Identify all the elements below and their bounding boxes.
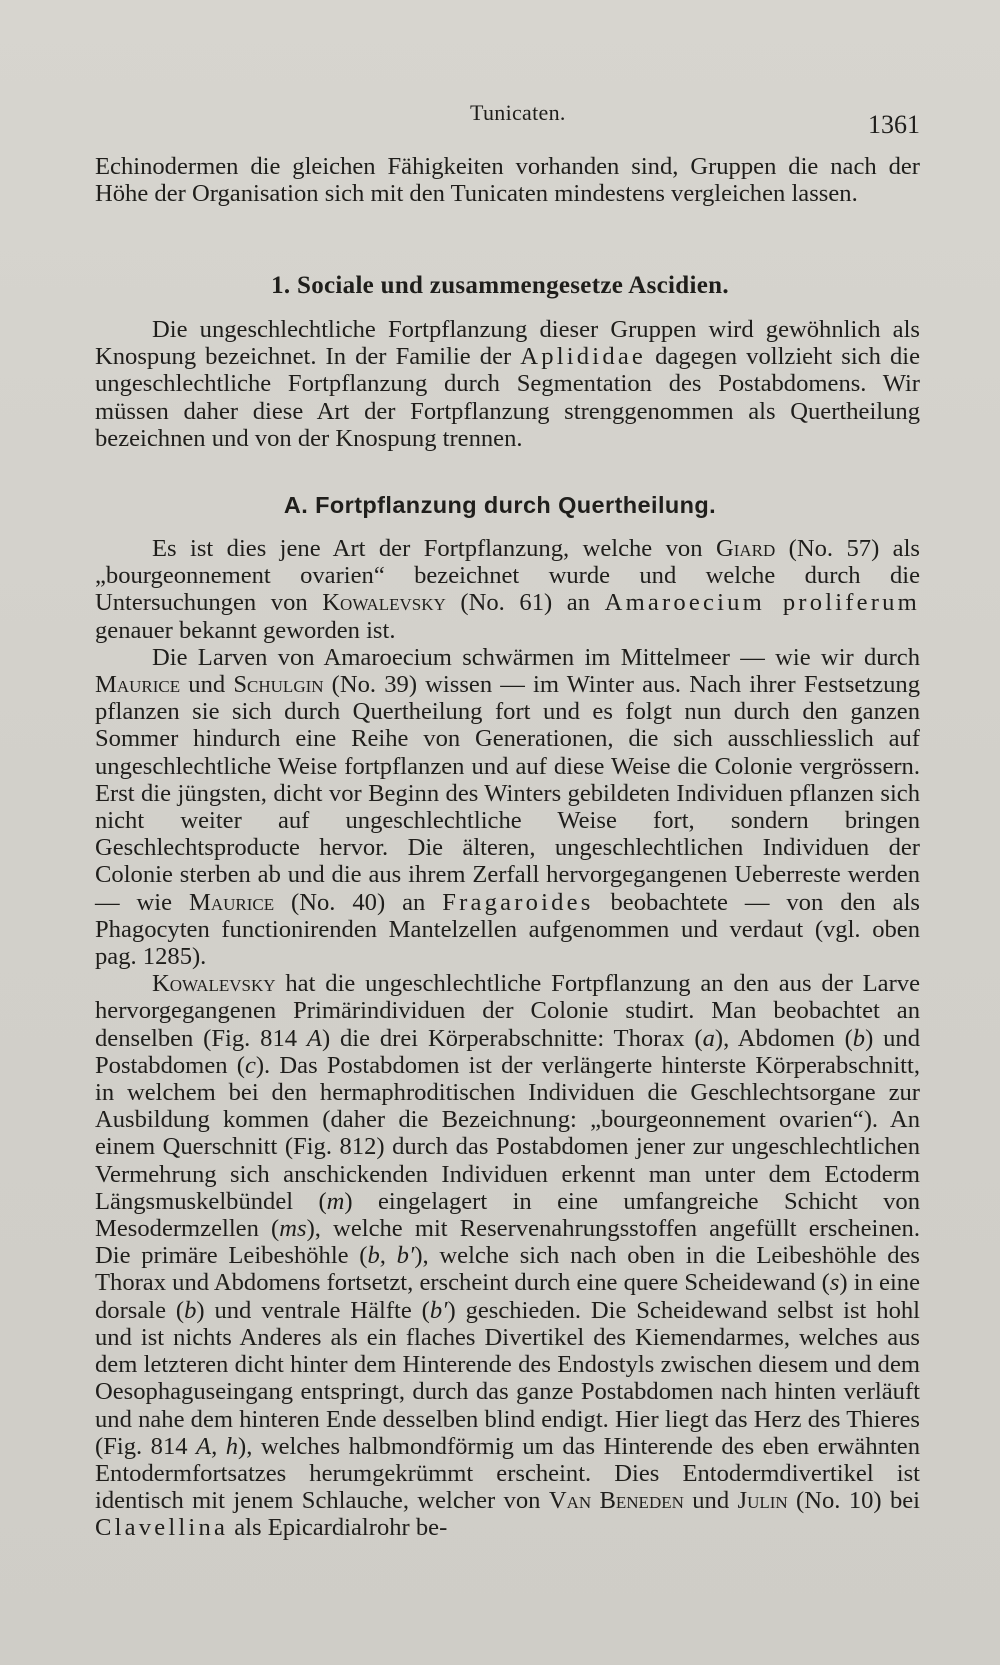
text-run: ) geschieden. Die Scheidewand selbst ist hohl und ist nichts Anderes als ein flaches Divertikel des Kiemendarmes, welches aus dem letzteren dicht hinter dem Hinterende des Endostyls zwischen diesem und dem Oesophaguseingang entspringt, durch das ganze Postabdomen nach hinten verläuft und nahe dem hinteren Ende desselben blind endigt. Hier liegt das Herz des Thieres (Fig. 814 (95, 1296, 920, 1460)
taxon-name: Clavellina (95, 1514, 229, 1542)
text-run: ) die drei Körperabschnitte: Thorax ( (321, 1024, 703, 1052)
intro-text: Echinodermen die gleichen Fähigkeiten vorhanden sind, Gruppen die nach der Höhe der Organisation sich mit den Tunicaten mindestens vergleichen lassen. (95, 153, 920, 208)
text-run: (No. 40) an (274, 888, 443, 916)
author-name: Maurice (188, 888, 275, 916)
intro-paragraph (95, 153, 920, 207)
text-run: beobachtete — von den als Phagocyten functionirenden Mantelzellen aufgenommen und verdaut (vgl. oben pag. 1285). (95, 888, 920, 971)
text-run: Die Larven von Amaroecium schwärmen im Mittelmeer — wie wir durch (152, 643, 920, 671)
text-run: ) und ventrale Hälfte ( (196, 1296, 430, 1324)
text-run: ), welche mit Reservenahrungsstoffen angefüllt erscheinen. Die primäre Leibeshöhle ( (95, 1215, 920, 1270)
text-run: und (683, 1487, 738, 1515)
author-name: Van Beneden (548, 1487, 684, 1515)
section-heading-a: A. Fortpflanzung durch Quertheilung. (283, 492, 717, 518)
text-run: ), welches halbmondförmig um das Hinterende des eben erwähnten Entodermfortsatzes herumgekrümmt erscheint. Dies Entodermdivertikel ist identisch mit jenem Schlauche, welcher von (95, 1432, 920, 1515)
figure-letter: a (702, 1024, 715, 1052)
figure-letter: b′ (429, 1296, 448, 1324)
figure-letter: b, b′ (367, 1242, 415, 1270)
figure-letter: b (184, 1296, 197, 1324)
figure-letter: b (852, 1024, 866, 1052)
section-1-body (95, 316, 920, 452)
text-run: ) und Postabdomen ( (95, 1024, 921, 1079)
text-run: (No. 61) an (445, 589, 605, 617)
paragraph (95, 535, 920, 644)
text-run: dagegen vollzieht sich die ungeschlechtliche Fortpflanzung durch Segmentation des Postabdomens. Wir müssen daher diese Art der Fortpflanzung strenggenommen als Quertheilung bezeichnen und von der Knospung trennen. (95, 343, 921, 452)
text-run: hat die ungeschlechtliche Fortpflanzung an den aus der Larve hervorgegangenen Primärindividuen der Colonie studirt. Man beobachtet an denselben (Fig. 814 (95, 970, 920, 1052)
text-run: ), welche sich nach oben in die Leibeshöhle des Thorax und Abdomens fortsetzt, erscheint durch eine quere Scheidewand ( (95, 1242, 920, 1297)
paragraph (95, 644, 920, 970)
text-run: (No. 10) bei (787, 1487, 921, 1515)
page-number: 1361 (868, 110, 920, 139)
taxon-name: Aplididae (520, 343, 647, 371)
figure-letter: c (244, 1051, 256, 1079)
taxon-name: Amaroecium proliferum (604, 589, 920, 617)
figure-letter: ms (279, 1215, 307, 1243)
section-a-body (95, 535, 920, 1542)
figure-letter: s (829, 1269, 840, 1297)
text-run: (No. 39) wissen — im Winter aus. Nach ihrer Festsetzung pflanzen sie sich durch Quertheilung fort und es folgt nun durch den ganzen Sommer hindurch eine Reihe von Generationen, die sich ausschliesslich auf ungeschlechtliche Weise fortpflanzen und auf diese Weise die Colonie vergrössern. Erst die jüngsten, dicht vor Beginn des Winters gebildeten Individuen pflanzen sich nicht weiter auf ungeschlechtliche Weise fort, sondern bringen Geschlechtsproducte hervor. Die älteren, ungeschlechtlichen Individuen der Colonie sterben ab und die aus ihrem Zerfall hervorgegangenen Ueberreste werden — wie (95, 671, 920, 916)
paragraph (95, 970, 920, 1541)
text-run: genauer bekannt geworden ist. (95, 616, 396, 644)
figure-letter: m (326, 1187, 345, 1215)
text-run: Die ungeschlechtliche Fortpflanzung dieser Gruppen wird gewöhnlich als Knospung bezeichnet. In der Familie der (95, 316, 920, 371)
text-run: Es ist dies jene Art der Fortpflanzung, welche von (152, 535, 716, 562)
text-run: und (180, 671, 234, 699)
author-name: Maurice (95, 671, 181, 699)
paragraph (95, 316, 920, 452)
author-name: Kowalevsky (152, 970, 276, 998)
section-heading-1: 1. Sociale und zusammengesetze Ascidien. (271, 272, 729, 299)
author-name: Giard (715, 535, 776, 562)
figure-letter: A, h (196, 1432, 239, 1460)
running-header: Tunicaten. (470, 100, 566, 125)
author-name: Schulgin (233, 671, 324, 699)
text-run: als Epicardialrohr be- (228, 1514, 448, 1542)
author-name: Julin (737, 1487, 788, 1515)
taxon-name: Fragaroides (442, 888, 594, 916)
text-run: ), Abdomen ( (714, 1024, 853, 1052)
text-run: ) eingelagert in eine umfangreiche Schicht von Mesodermzellen ( (95, 1187, 920, 1243)
text-run: (No. 57) als „bourgeonnement ovarien“ bezeichnet wurde und welche durch die Untersuchungen von (95, 535, 920, 617)
figure-ref: A (306, 1024, 322, 1052)
text-run: ). Das Postabdomen ist der verlängerte hinterste Körperabschnitt, in welchem bei den hermaphroditischen Individuen die Geschlechtsorgane zur Ausbildung kommen (daher die Bezeichnung: „bourgeonnement ovarien“). An einem Querschnitt (Fig. 812) durch das Postabdomen jener zur ungeschlechtlichen Vermehrung sich anschickenden Individuen erkennt man unter dem Ectoderm Längsmuskelbündel ( (95, 1051, 920, 1215)
author-name: Kowalevsky (322, 589, 446, 617)
text-run: ) in eine dorsale ( (95, 1269, 921, 1324)
